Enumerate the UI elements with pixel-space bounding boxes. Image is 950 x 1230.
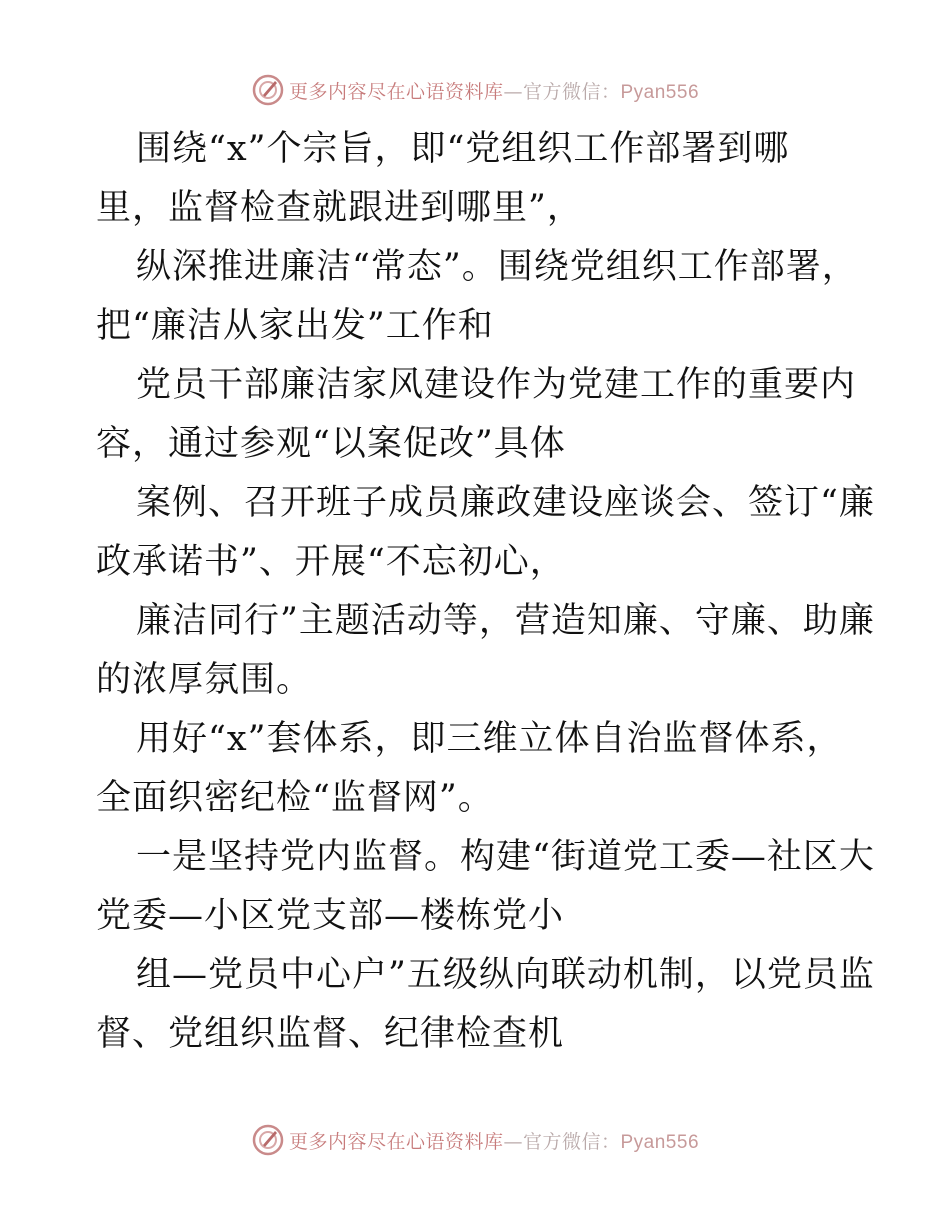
text-line: 的浓厚氛围。 [96, 660, 313, 700]
watermark-text: 更多内容尽在心语资料库—官方微信：Pyan556 [288, 80, 700, 103]
text-line: 督、党组织监督、纪律检查机 [96, 1014, 565, 1054]
text-line: 案例、召开班子成员廉政建设座谈会、签订“廉 [136, 483, 875, 523]
text-line: 容，通过参观“以案促改”具体 [96, 424, 566, 464]
text-line: 组—党员中心户”五级纵向联动机制，以党员监 [136, 955, 875, 995]
logo-icon [251, 1123, 285, 1157]
logo-icon [251, 73, 285, 107]
text-line: 一是坚持党内监督。构建“街道党工委—社区大 [136, 837, 875, 877]
watermark-text: 更多内容尽在心语资料库—官方微信：Pyan556 [288, 1130, 700, 1153]
text-line: 用好“x”套体系，即三维立体自治监督体系， [136, 719, 843, 759]
document-body [96, 120, 875, 1064]
text-line: 里，监督检查就跟进到哪里”， [96, 188, 583, 228]
text-line: 全面织密纪检“监督网”。 [96, 778, 494, 818]
text-line: 党委—小区党支部—楼栋党小 [96, 896, 565, 936]
text-line: 把“廉洁从家出发”工作和 [96, 306, 494, 346]
footer-watermark [0, 1120, 950, 1160]
text-line: 廉洁同行”主题活动等，营造知廉、守廉、助廉 [136, 601, 875, 641]
text-line: 纵深推进廉洁“常态”。围绕党组织工作部署， [136, 247, 858, 287]
text-line: 党员干部廉洁家风建设作为党建工作的重要内 [136, 365, 857, 405]
text-line: 政承诺书”、开展“不忘初心， [96, 542, 566, 582]
header-watermark [0, 70, 950, 110]
text-line: 围绕“x”个宗旨，即“党组织工作部署到哪 [136, 129, 790, 169]
